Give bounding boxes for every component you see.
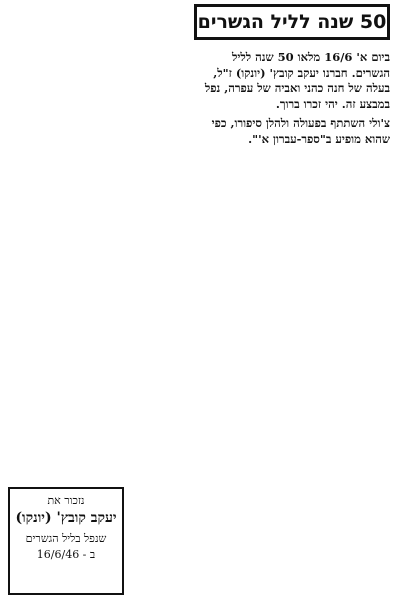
lead-p1: ביום א' 16/6 מלאו 50 שנה לליל הגשרים. חברנו יעקב קובץ' (יונקו) ז"ל, בעלה של חנה כהני ואביה של עפרה, נפל במבצע זה. יהי זכרו ברוך. xyxy=(204,50,390,111)
headline: 50 שנה לליל הגשרים xyxy=(197,11,387,33)
headline-box xyxy=(194,4,390,40)
lead-p2: צ'ולי השתתף בפעולה ולהלן סיפורו, כפי שהוא מופיע ב"ספר-עברון א'". xyxy=(211,116,390,146)
lead-paragraph xyxy=(194,50,390,151)
memorial-date: ב - 16/6/46 xyxy=(36,547,96,561)
memorial-line3: שנפל בליל הגשרים xyxy=(25,531,107,545)
memorial-name: יעקב קובץ' (יונקו) xyxy=(15,510,117,526)
memorial-line1: נזכור את xyxy=(47,494,85,507)
memorial-box xyxy=(8,487,124,595)
